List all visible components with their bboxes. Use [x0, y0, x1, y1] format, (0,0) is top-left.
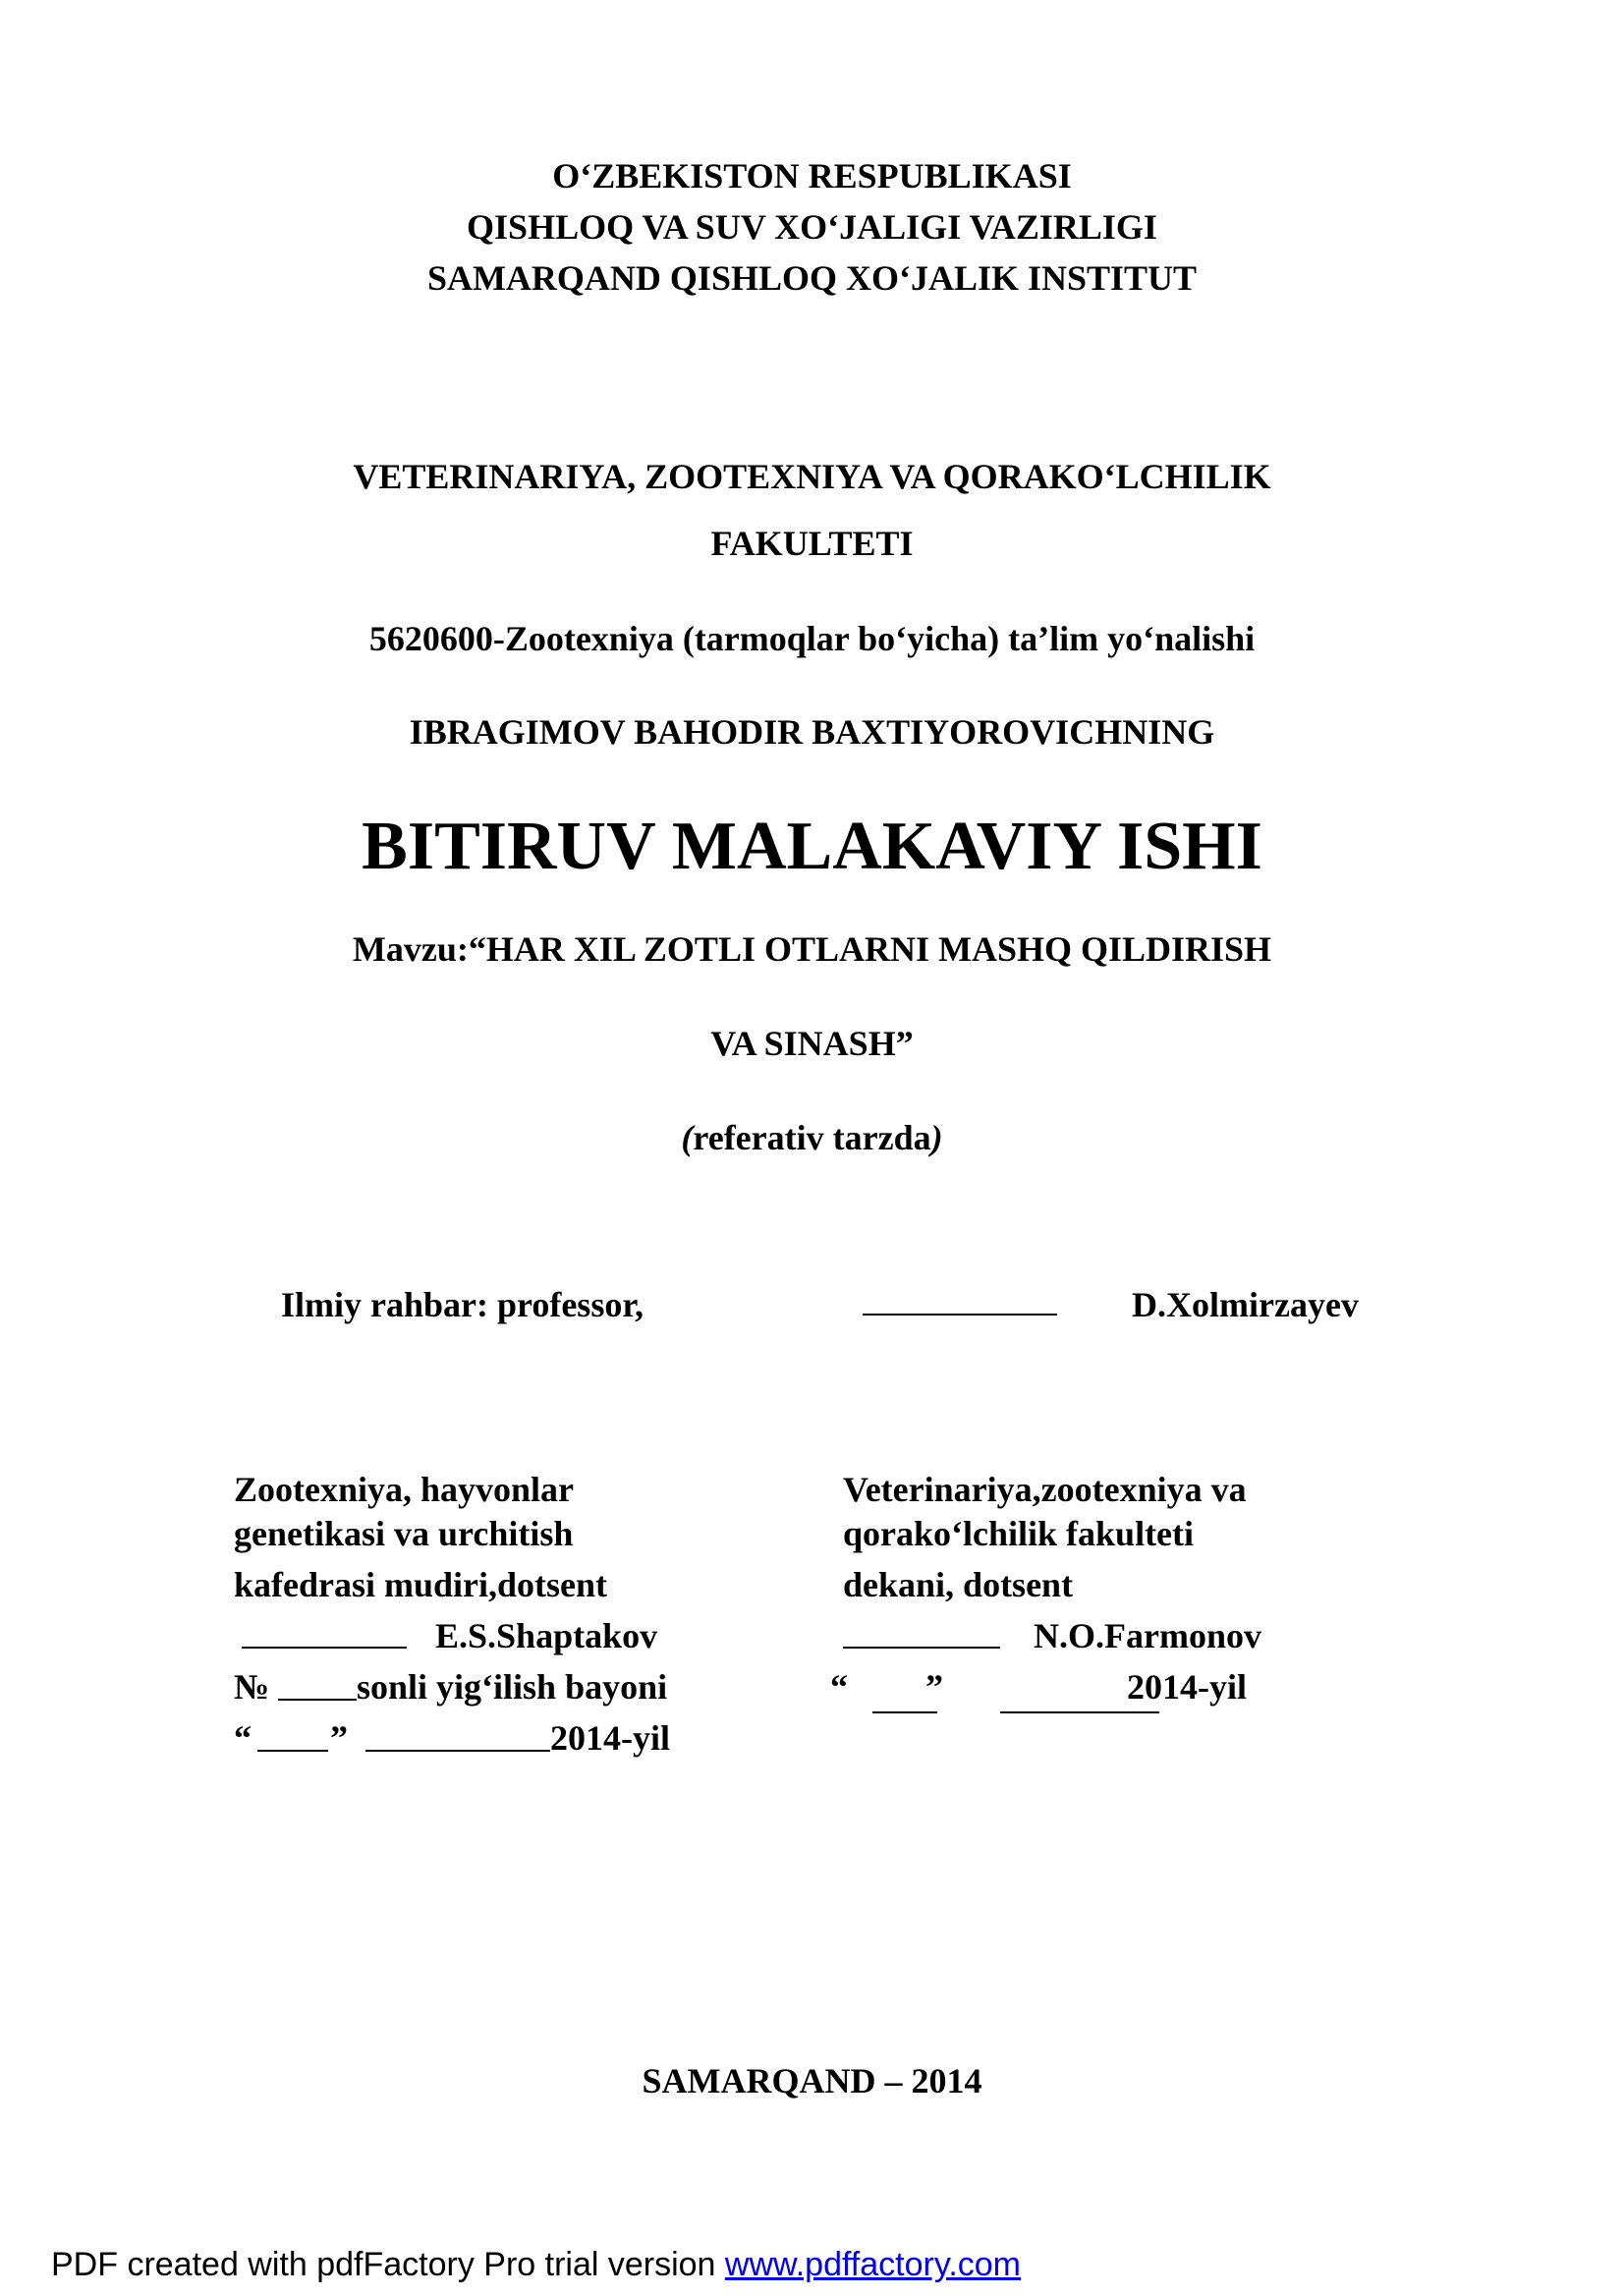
right-signature-line [843, 1647, 1000, 1649]
study-direction: 5620600-Zootexniya (tarmoqlar bo‘yicha) ta’lim yo‘nalishi [368, 619, 1256, 658]
left-day-line [257, 1750, 328, 1752]
ministry-header-line-3: SAMARQAND QISHLOQ XO‘JALIK INSTITUT [426, 258, 1198, 298]
ministry-header-line-2: QISHLOQ VA SUV XO‘JALIGI VAZIRLIGI [467, 207, 1157, 247]
left-quote-close: ” [330, 1718, 348, 1758]
form-note [0, 1120, 1624, 1155]
topic-line-2: VA SINASH” [710, 1024, 914, 1063]
right-block-name: N.O.Farmonov [1034, 1616, 1261, 1655]
right-year: 2014-yil [1127, 1667, 1247, 1707]
form-paren-close: ) [930, 1118, 943, 1157]
supervisor-signature-line [863, 1314, 1057, 1316]
supervisor-name: D.Xolmirzayev [1132, 1285, 1359, 1324]
left-block-name: E.S.Shaptakov [435, 1616, 658, 1655]
right-quote-close: ” [925, 1667, 943, 1707]
work-title: BITIRUV MALAKAVIY ISHI [362, 809, 1262, 884]
protocol-prefix: № [234, 1667, 270, 1707]
form-paren-open: ( [681, 1118, 694, 1157]
author-name: IBRAGIMOV BAHODIR BAXTIYOROVICHNING [409, 712, 1215, 752]
faculty-line-2: FAKULTETI [710, 524, 914, 563]
left-signature-line [242, 1647, 407, 1649]
pdf-trial-footer [51, 2248, 1021, 2281]
protocol-number-line [278, 1699, 357, 1701]
footer-link[interactable]: www.pdffactory.com [724, 2246, 1021, 2283]
left-month-line [365, 1750, 550, 1752]
right-block-line-2: qorako‘lchilik fakulteti [843, 1514, 1195, 1553]
left-year: 2014-yil [550, 1718, 670, 1758]
protocol-text: sonli yig‘ilish bayoni [357, 1667, 668, 1707]
faculty-line-1: VETERINARIYA, ZOOTEXNIYA VA QORAKO‘LCHILIK [353, 457, 1271, 496]
city-year: SAMARQAND – 2014 [642, 2061, 982, 2100]
topic-line-1: Mavzu:“HAR XIL ZOTLI OTLARNI MASHQ QILDIRISH [352, 929, 1272, 969]
left-quote-open: “ [234, 1718, 252, 1758]
footer-text: PDF created with pdfFactory Pro trial version [51, 2246, 725, 2283]
left-block-line-2: genetikasi va urchitish [234, 1514, 574, 1553]
right-month-line [1000, 1711, 1159, 1713]
right-block-line-3: dekani, dotsent [843, 1565, 1074, 1604]
form-text: referativ tarzda [693, 1118, 931, 1157]
left-block-line-3: kafedrasi mudiri,dotsent [234, 1565, 608, 1604]
right-block-line-1: Veterinariya,zootexniya va [843, 1470, 1247, 1509]
ministry-header-line-1: O‘ZBEKISTON RESPUBLIKASI [552, 156, 1072, 196]
right-quote-open: “ [830, 1667, 848, 1707]
right-day-line [872, 1711, 937, 1713]
left-block-line-1: Zootexniya, hayvonlar [234, 1470, 575, 1509]
supervisor-label: Ilmiy rahbar: professor, [281, 1285, 644, 1324]
